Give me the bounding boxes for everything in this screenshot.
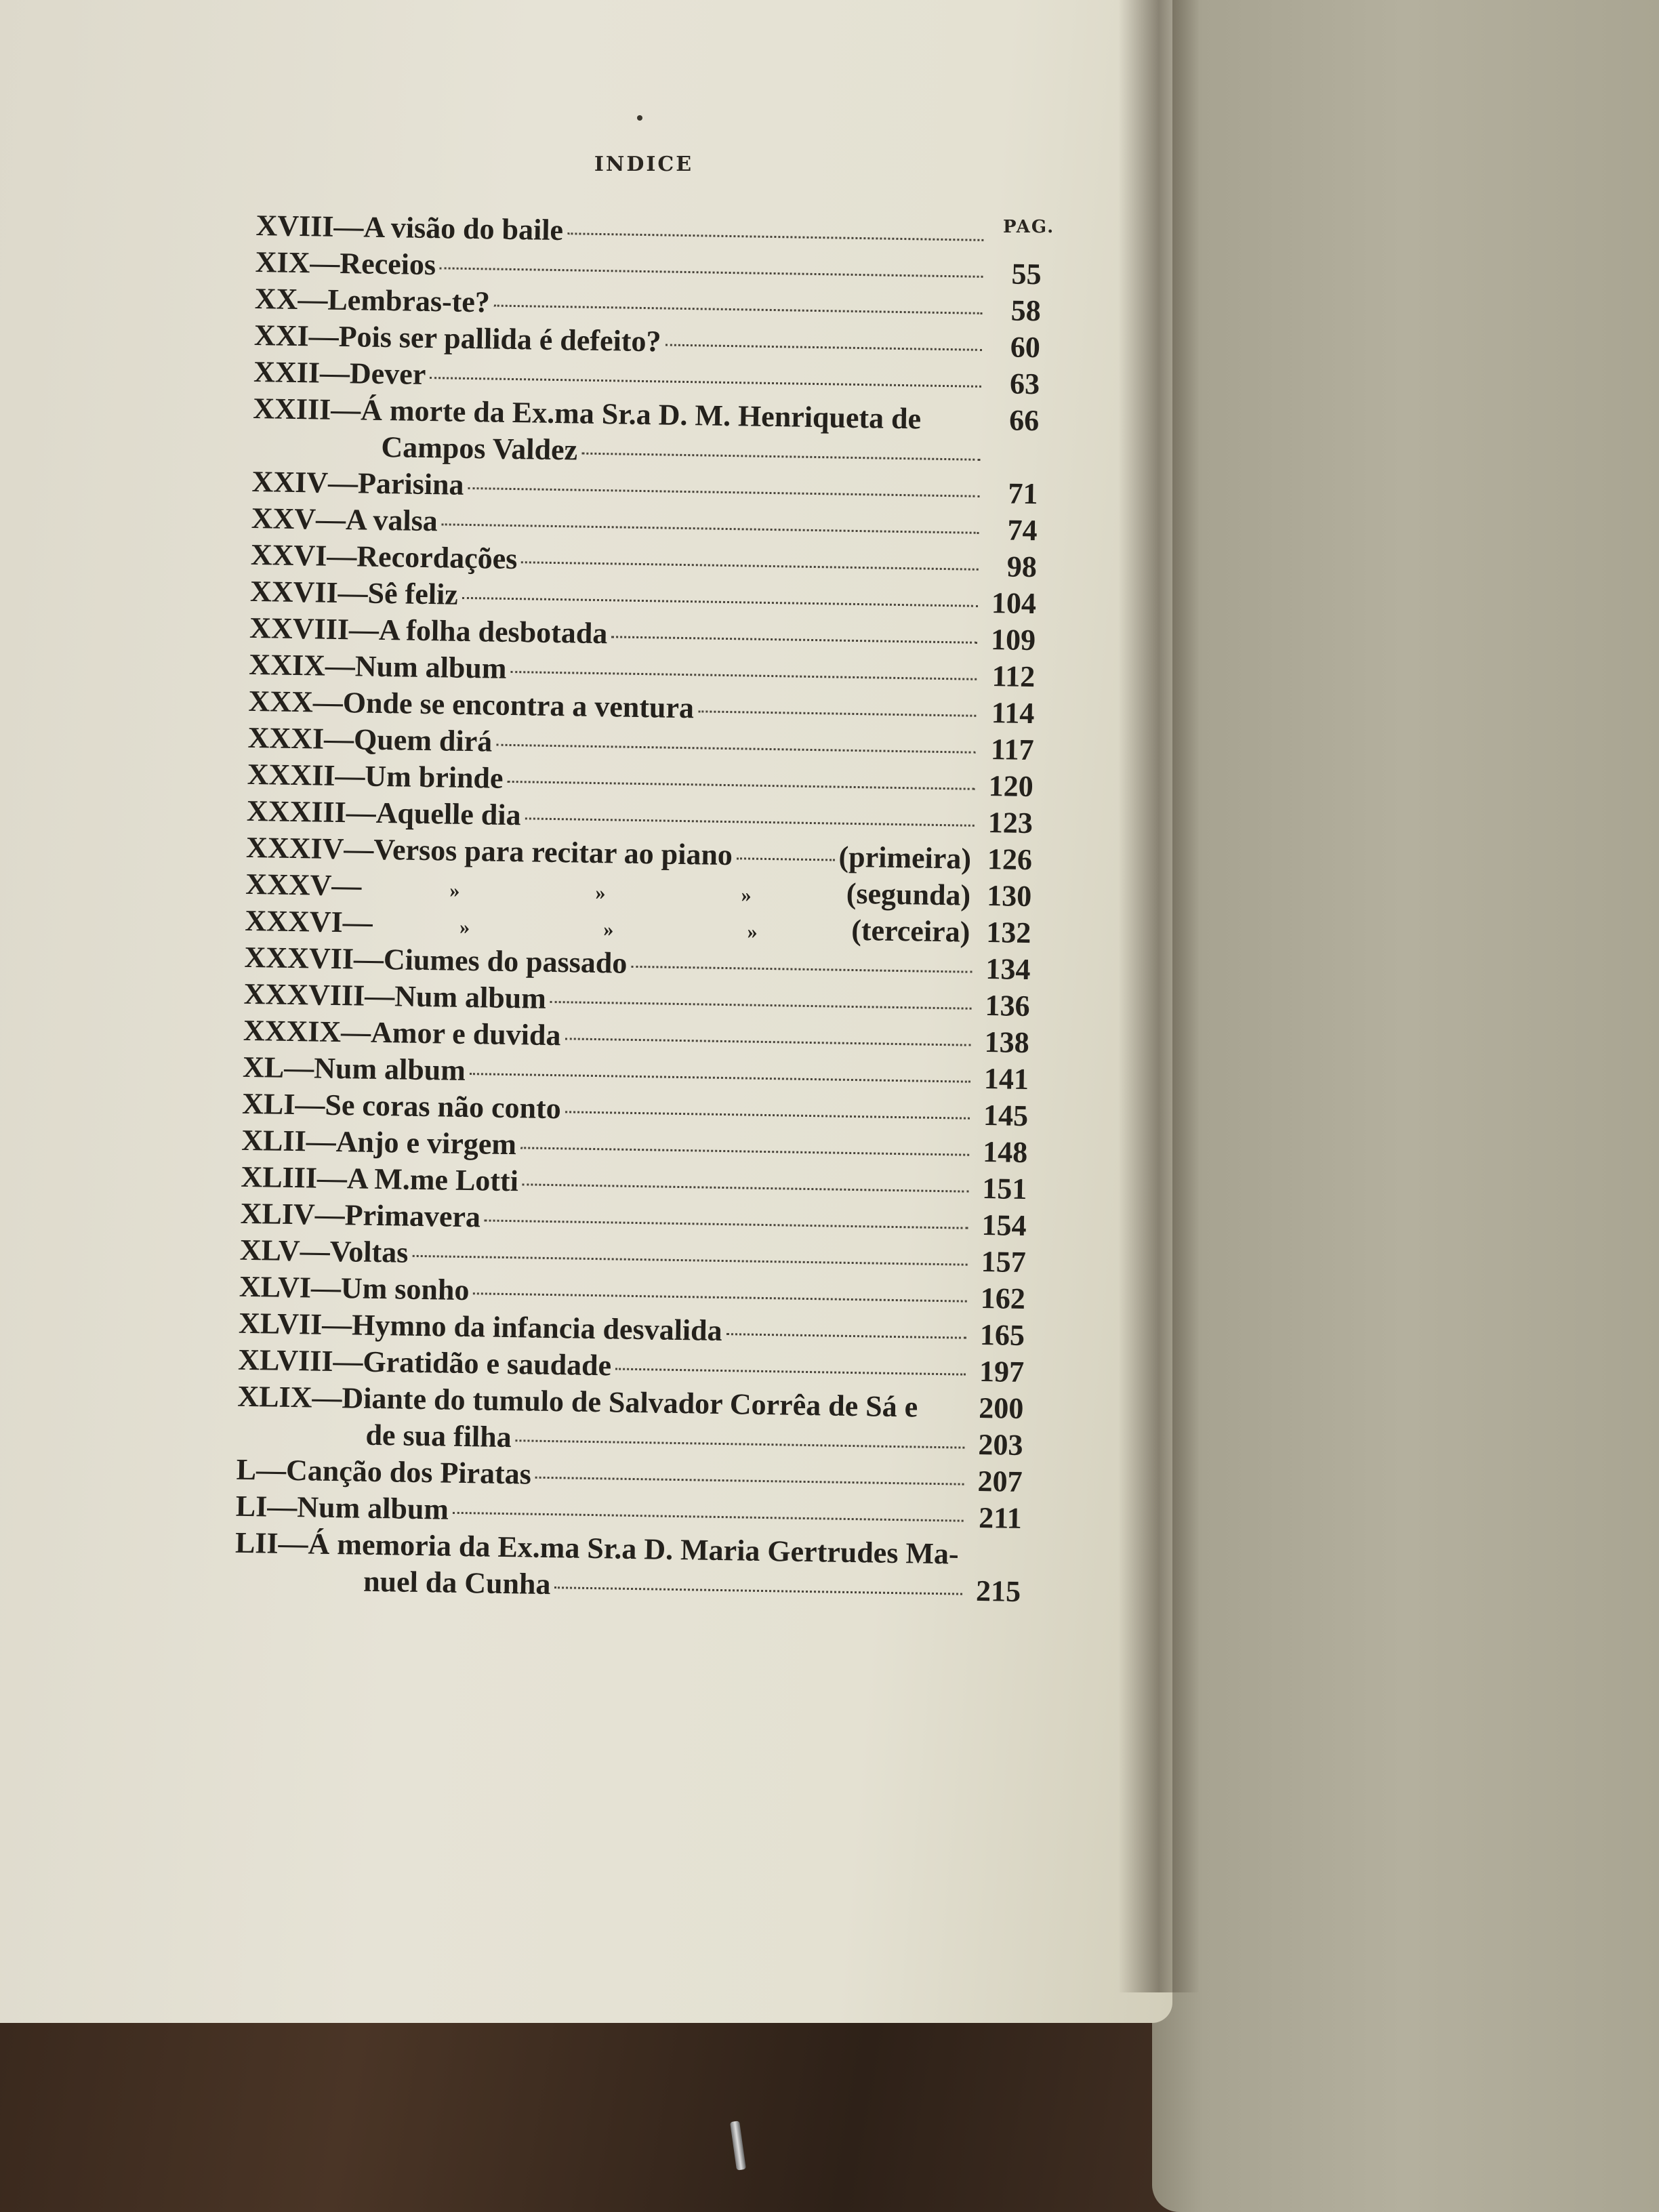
dot-leader: [520, 1147, 969, 1155]
toc-page-number: 58: [1010, 293, 1042, 328]
toc-entry-title: XL—Num album: [242, 1050, 466, 1088]
toc-entry-title: XXII—Dever: [253, 354, 426, 391]
toc-entry-title: XXXII—Um brinde: [247, 757, 504, 795]
toc-entry-title: XXXVIII—Num album: [243, 977, 547, 1015]
ditto-mark: »: [459, 916, 470, 939]
dot-leader: [698, 710, 976, 716]
toc-entry-title: XXVII—Sê feliz: [249, 574, 459, 611]
toc-page-number: [967, 1564, 1021, 1565]
toc-entry-title: XLIII—A M.me Lotti: [241, 1160, 519, 1198]
ditto-mark: »: [603, 918, 614, 941]
spacer: [921, 428, 985, 429]
toc-page-number: 136: [985, 989, 1031, 1023]
dot-leader: [523, 1183, 969, 1192]
dot-leader: [554, 1586, 962, 1595]
spacer: [918, 1417, 969, 1418]
toc-page-number: 114: [991, 696, 1035, 731]
dot-leader: [496, 744, 975, 754]
toc-page-number: 123: [987, 806, 1033, 840]
toc-page-number: 109: [990, 623, 1036, 657]
toc-page-number: 63: [1009, 367, 1040, 401]
toc-entry-title: XXXV—: [245, 867, 362, 903]
toc-page-number: 71: [1008, 476, 1038, 511]
toc-page-number: 197: [979, 1354, 1025, 1389]
toc-entry-note: (segunda): [846, 876, 971, 912]
toc-page-number: 104: [991, 586, 1037, 621]
dot-leader: [507, 781, 975, 790]
dot-leader: [430, 377, 981, 388]
dot-leader: [726, 1333, 966, 1339]
dot-leader: [611, 636, 977, 643]
toc-entry-note: (primeira): [838, 840, 972, 876]
dot-leader: [468, 487, 979, 497]
toc-entry-title: XXI—Pois ser pallida é defeito?: [253, 318, 661, 359]
toc-page-number: 138: [984, 1025, 1030, 1060]
toc-page-number: 211: [978, 1500, 1023, 1535]
toc-page-number: 148: [982, 1135, 1028, 1170]
table-of-contents: [234, 207, 1042, 1610]
dot-leader: [665, 344, 981, 351]
page-edge-shadow: [1118, 0, 1200, 1992]
toc-page-number: 141: [983, 1062, 1029, 1097]
toc-entry-title: XLIX—Diante do tumulo de Salvador Corrêa de Sá e: [237, 1379, 918, 1424]
dot-leader: [510, 671, 977, 680]
dot-leader: [442, 523, 979, 533]
toc-page-number: 154: [981, 1208, 1027, 1243]
toc-page-number: 117: [990, 733, 1034, 767]
toc-page-number: 162: [980, 1281, 1026, 1316]
toc-entry-title: XXXIV—Versos para recitar ao piano: [245, 830, 733, 872]
toc-page-number: 126: [987, 842, 1033, 877]
toc-entry-title: XXIII—Á morte da Ex.ma Sr.a D. M. Henriqueta de: [252, 391, 922, 436]
dot-leader: [565, 1111, 970, 1119]
toc-entry-note: (terceira): [851, 913, 970, 949]
toc-page-number: 66: [1008, 403, 1040, 438]
toc-entry-title: XLVIII—Gratidão e saudade: [237, 1343, 612, 1382]
toc-entry-title: Campos Valdez: [381, 430, 578, 467]
toc-page-number: 55: [1011, 257, 1042, 291]
dot-leader: [440, 267, 983, 278]
dot-leader: [565, 1038, 970, 1046]
dot-leader: [516, 1439, 965, 1448]
toc-page-number: 60: [1010, 330, 1041, 365]
dot-leader: [473, 1292, 966, 1302]
toc-entry-title: XXVI—Recordações: [250, 537, 518, 576]
toc-page-number: 132: [985, 916, 1031, 950]
dot-leader: [581, 453, 980, 461]
dot-leader: [550, 1001, 972, 1010]
toc-entry-title: XVIII—A visão do baile: [255, 208, 564, 247]
dot-leader: [737, 857, 835, 861]
toc-page-number: 203: [978, 1427, 1023, 1462]
toc-entry-title: LII—Á memoria da Ex.ma Sr.a D. Maria Gertrudes Ma-: [234, 1525, 959, 1571]
toc-entry-title: de sua filha: [365, 1418, 512, 1454]
toc-entry-title: XLV—Voltas: [239, 1233, 409, 1269]
facing-page: [1152, 0, 1659, 2212]
toc-entry-title: XLVI—Um sonho: [239, 1269, 470, 1307]
toc-entry-title: XLIV—Primavera: [240, 1196, 481, 1234]
ditto-mark: »: [741, 884, 752, 907]
ditto-mark: »: [747, 920, 758, 943]
dot-leader: [615, 1368, 966, 1376]
toc-page-number: [984, 466, 1038, 467]
toc-entry-title: XXV—A valsa: [251, 501, 438, 538]
toc-entry-title: XIX—Receios: [255, 245, 436, 282]
ditto-mark: »: [449, 879, 460, 902]
dot-leader: [525, 817, 974, 826]
toc-entry-title: XXXIX—Amor e duvida: [243, 1013, 561, 1052]
toc-page-number: 207: [977, 1464, 1023, 1498]
toc-page-number: 98: [1006, 550, 1038, 584]
toc-page-number: 165: [979, 1317, 1025, 1353]
dot-leader: [412, 1255, 967, 1266]
toc-entry-title: XLVII—Hymno da infancia desvalida: [238, 1306, 722, 1348]
page-column-label: PAG.: [1003, 217, 1055, 237]
toc-entry-title: XXXVI—: [245, 903, 373, 939]
dot-leader: [567, 232, 983, 241]
toc-page-number: 145: [983, 1099, 1029, 1133]
toc-page-number: 134: [985, 952, 1031, 987]
dot-leader: [453, 1512, 964, 1522]
toc-page-number: 120: [988, 769, 1034, 804]
page-header: INDICE: [594, 152, 694, 176]
toc-entry-title: XXXI—Quem dirá: [247, 720, 493, 758]
ink-mark: [637, 115, 642, 121]
toc-entry-title: XXIV—Parisina: [251, 464, 464, 501]
toc-entry-title: LI—Num album: [235, 1489, 449, 1526]
toc-entry-title: XLI—Se coras não conto: [241, 1086, 562, 1126]
toc-entry-title: XXIX—Num album: [249, 647, 507, 685]
toc-page-number: 130: [986, 879, 1032, 914]
toc-page-number: 215: [975, 1574, 1021, 1608]
toc-page-number: 200: [978, 1391, 1024, 1426]
toc-entry-title: XXVIII—A folha desbotada: [249, 611, 608, 651]
toc-entry-title: nuel da Cunha: [363, 1564, 551, 1601]
toc-page-number: 151: [982, 1172, 1027, 1206]
toc-entry-title: XXXIII—Aquelle dia: [246, 794, 521, 832]
toc-entry-title: XXXVII—Ciumes do passado: [244, 940, 628, 980]
toc-entry-title: XX—Lembras-te?: [254, 281, 491, 319]
dot-leader: [494, 305, 983, 314]
toc-entry-title: XXX—Onde se encontra a ventura: [248, 684, 695, 725]
dot-leader: [631, 966, 972, 973]
toc-page-number: 157: [981, 1244, 1027, 1279]
dot-leader: [485, 1219, 968, 1229]
ditto-mark: »: [595, 881, 606, 905]
dot-leader: [535, 1477, 964, 1486]
toc-entry-title: L—Canção dos Piratas: [236, 1452, 532, 1491]
toc-page-number: 112: [991, 659, 1036, 694]
toc-page-number: 74: [1007, 513, 1038, 548]
dot-leader: [462, 597, 978, 607]
toc-entry-title: XLII—Anjo e virgem: [241, 1123, 517, 1162]
dot-leader: [470, 1073, 970, 1083]
dot-leader: [521, 561, 978, 571]
